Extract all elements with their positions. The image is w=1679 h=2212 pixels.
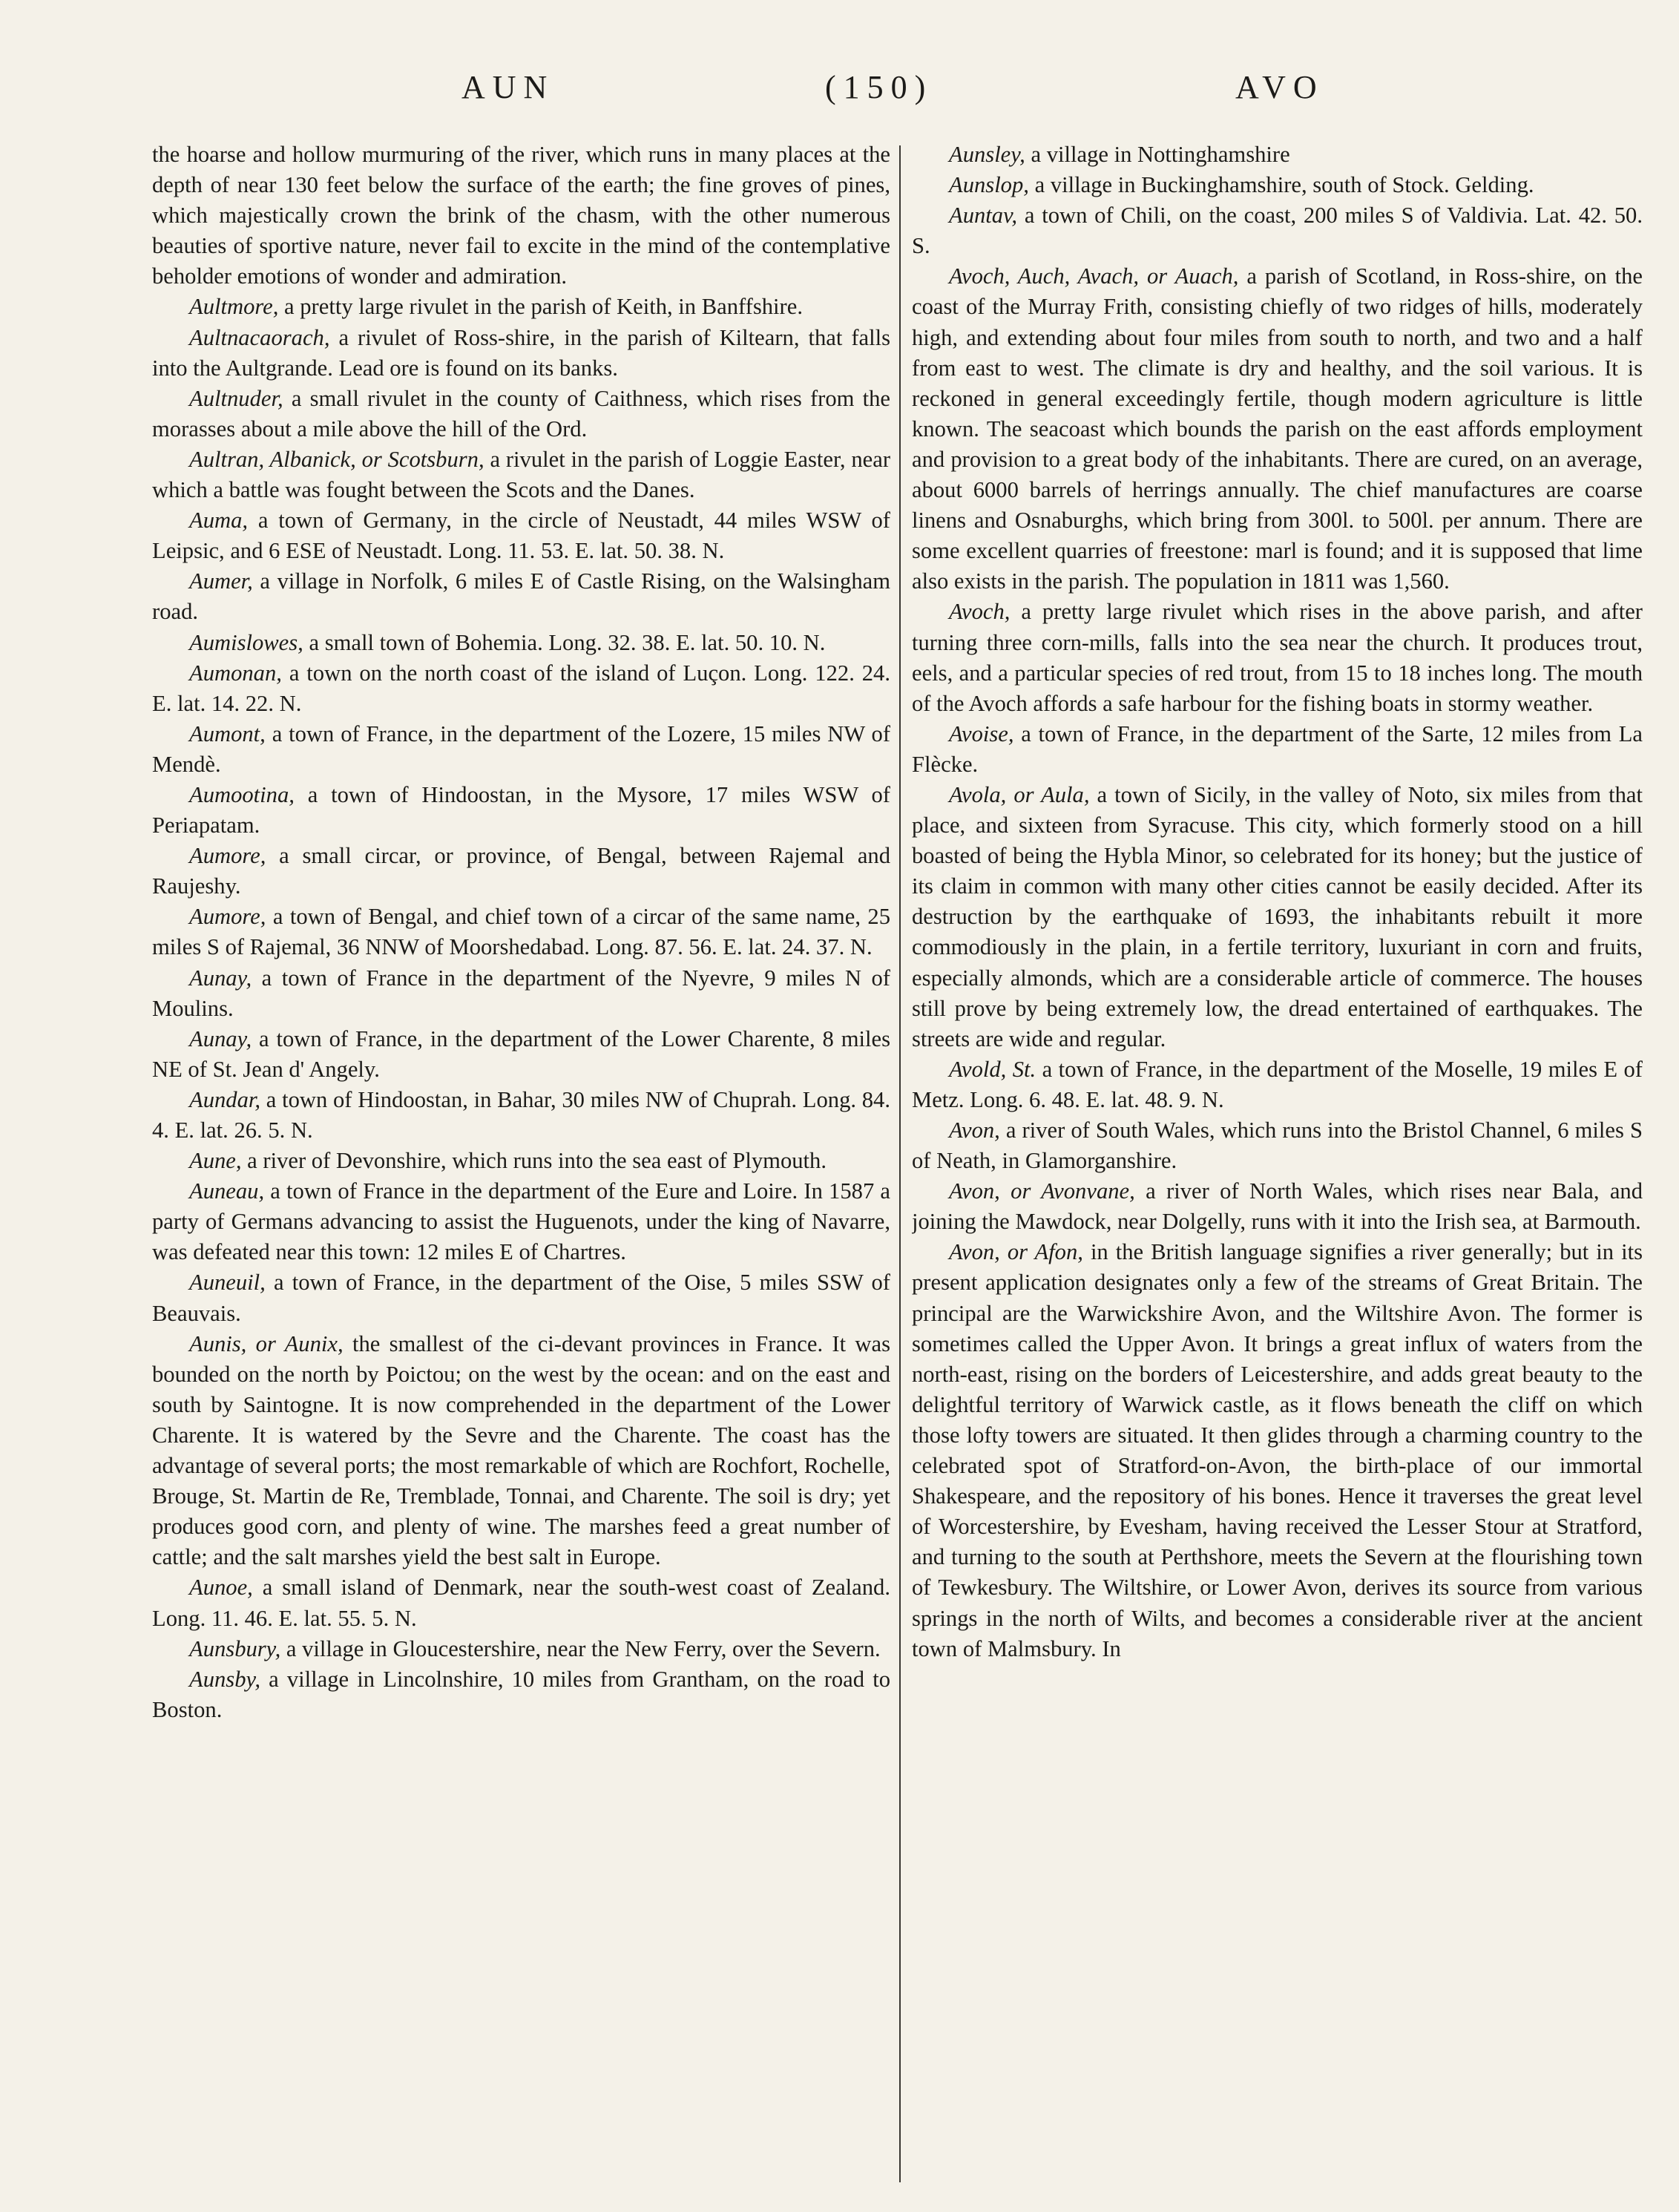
dictionary-entry	[152, 841, 890, 902]
entry-text: a town of France, in the department of the Lower Charente, 8 miles NE of St. Jean d' Angely.	[152, 1025, 890, 1082]
entry-text: a town of Bengal, and chief town of a circar of the same name, 25 miles S of Rajemal, 36 NNW of Moorshedabad. Long. 87. 56. E. lat. 24. 37. N.	[152, 904, 890, 960]
entry-text: a town of Sicily, in the valley of Noto, six miles from that place, and sixteen from Syracuse. This city, which formerly stood on a hill boasted of being the Hybla Minor, so celebrated for its honey; but the justice of its claim in common with many other cities cannot be easily decided. After its destruction by the earthquake of 1693, the inhabitants rebuilt it more commodiously in the plain, in a fertile territory, luxuriant in corn and fruits, especially almonds, which are a considerable article of commerce. The houses still prove by being extremely low, the dread entertained of earthquakes. The streets are wide and regular.	[912, 781, 1643, 1051]
dictionary-entry	[912, 719, 1643, 780]
entry-headword: Aumer,	[189, 568, 253, 594]
entry-headword: Auntav,	[949, 203, 1018, 229]
entry-headword: Aundar,	[189, 1086, 261, 1112]
entry-text: a town of France in the department of the Eure and Loire. In 1587 a party of Germans advancing to assist the Huguenots, under the king of Navarre, was defeated near this town: 12 miles E of Chartres.	[152, 1178, 890, 1265]
dictionary-entry	[152, 1572, 890, 1633]
dictionary-entry	[152, 1664, 890, 1725]
right-column	[912, 140, 1643, 2188]
dictionary-entry	[152, 1267, 890, 1328]
entry-headword: Avon, or Avonvane,	[949, 1178, 1135, 1204]
entry-headword: Aumore,	[189, 904, 266, 930]
header-right-guideword: AVO	[1235, 69, 1324, 105]
entry-headword: Auneau,	[189, 1178, 265, 1204]
dictionary-entry	[152, 963, 890, 1024]
entry-headword: Auma,	[189, 508, 249, 534]
dictionary-entry	[152, 140, 890, 292]
dictionary-entry	[152, 323, 890, 384]
left-column	[152, 140, 890, 2188]
entry-text: a river of North Wales, which rises near Bala, and joining the Mawdock, near Dolgelly, runs with it into the Irish sea, at Barmouth.	[912, 1178, 1643, 1235]
entry-text: a small town of Bohemia. Long. 32. 38. E. lat. 50. 10. N.	[309, 629, 826, 655]
entry-headword: Avola, or Aula,	[949, 781, 1090, 807]
entry-text: a parish of Scotland, in Ross-shire, on the coast of the Murray Frith, consisting chiefly of two ridges of hills, moderately high, and extending about four miles from south to north, and two and a half from east to west. The climate is dry and healthy, and the soil various. It is reckoned in general exceedingly fertile, though modern agriculture is little known. The seacoast which bounds the parish on the east affords employment and provision to a great body of the inhabitants. There are cured, on an average, about 6000 barrels of herrings annually. The chief manufactures are coarse linens and Osnaburghs, which bring from 300l. to 500l. per annum. There are some excellent quarries of freestone: marl is found; and it is supposed that lime also exists in the parish. The population in 1811 was 1,560.	[912, 263, 1643, 594]
entry-text: a small island of Denmark, near the south-west coast of Zealand. Long. 11. 46. E. lat. 55. 5. N.	[152, 1575, 890, 1631]
entry-headword: Aunsbury,	[189, 1635, 281, 1661]
entry-text: a small rivulet in the county of Caithness, which rises from the morasses about a mile above the hill of the Ord.	[152, 385, 890, 442]
dictionary-entry	[152, 384, 890, 444]
entry-headword: Aunsley,	[949, 142, 1025, 167]
entry-text: a town of Germany, in the circle of Neustadt, 44 miles WSW of Leipsic, and 6 ESE of Neustadt. Long. 11. 53. E. lat. 50. 38. N.	[152, 508, 890, 564]
entry-headword: Aumislowes,	[189, 629, 303, 655]
entry-text: the smallest of the ci-devant provinces in France. It was bounded on the north by Poictou; on the west by the ocean: and on the east and south by Saintogne. It is now comprehended in the department of the Lower Charente. It is watered by the Sevre and the Charente. The coast has the advantage of several ports; the most remarkable of which are Rochfort, Rochelle, Brouge, St. Martin de Re, Tremblade, Tonnai, and Charente. The soil is dry; yet produces good corn, and plenty of wine. The marshes feed a great number of cattle; and the salt marshes yield the best salt in Europe.	[152, 1330, 890, 1570]
dictionary-entry	[912, 1054, 1643, 1115]
entry-text: a town of Hindoostan, in Bahar, 30 miles NW of Chuprah. Long. 84. 4. E. lat. 26. 5. N.	[152, 1086, 890, 1143]
dictionary-entry	[152, 719, 890, 780]
dictionary-entry	[152, 505, 890, 566]
entry-text: a village in Buckinghamshire, south of Stock. Gelding.	[1034, 172, 1534, 198]
entry-headword: Avoch,	[949, 599, 1011, 625]
header-left-guideword: AUN	[461, 69, 555, 105]
dictionary-entry	[152, 1024, 890, 1085]
dictionary-entry	[912, 170, 1643, 200]
entry-headword: Aunslop,	[949, 172, 1029, 198]
entry-headword: Avoise,	[949, 721, 1014, 746]
entry-text: a town of France, in the department of the Oise, 5 miles SSW of Beauvais.	[152, 1270, 890, 1326]
entry-headword: Aunoe,	[189, 1575, 253, 1601]
entry-headword: Avon, or Afon,	[949, 1239, 1083, 1265]
dictionary-entry	[912, 1176, 1643, 1237]
entry-text: in the British language signifies a river generally; but in its present application designates only a few of the streams of Great Britain. The principal are the Warwickshire Avon, and the Wiltshire Avon. The former is sometimes called the Upper Avon. It brings a great influx of waters from the north-east, rising on the borders of Leicestershire, and adds great beauty to the delightful territory of Warwick castle, as it flows beneath the cliff on which those lofty towers are situated. It then glides through a charming country to the celebrated spot of Stratford-on-Avon, the birth-place of our immortal Shakespeare, and the repository of his bones. Hence it traverses the great level of Worcestershire, by Evesham, having received the Lesser Stour at Stratford, and turning to the south at Perthshore, meets the Severn at the flourishing town of Tewkesbury. The Wiltshire, or Lower Avon, derives its source from various springs in the north of Wilts, and becomes a considerable river at the ancient town of Malmsbury. In	[912, 1239, 1643, 1661]
entry-text: the hoarse and hollow murmuring of the river, which runs in many places at the depth of near 130 feet below the surface of the earth; the fine groves of pines, which majestically crown the brink of the chasm, with the other numerous beauties of sportive nature, never fail to excite in the mind of the contemplative beholder emotions of wonder and admiration.	[152, 142, 890, 289]
dictionary-entry	[152, 1146, 890, 1176]
entry-headword: Aumont,	[189, 721, 266, 746]
entry-text: a town on the north coast of the island of Luçon. Long. 122. 24. E. lat. 14. 22. N.	[152, 660, 890, 716]
dictionary-entry	[152, 1634, 890, 1664]
dictionary-entry	[912, 780, 1643, 1054]
entry-headword: Avoch, Auch, Avach, or Auach,	[949, 263, 1239, 289]
entry-headword: Aumore,	[189, 843, 266, 869]
entry-text: a town of Chili, on the coast, 200 miles S of Valdivia. Lat. 42. 50. S.	[912, 203, 1643, 259]
entry-headword: Aultmore,	[189, 294, 279, 320]
dictionary-entry	[152, 292, 890, 322]
entry-text: a town of France, in the department of the Moselle, 19 miles E of Metz. Long. 6. 48. E. lat. 48. 9. N.	[912, 1056, 1643, 1112]
dictionary-entry	[152, 780, 890, 841]
dictionary-entry	[152, 1176, 890, 1267]
entry-text: a rivulet in the parish of Loggie Easter, near which a battle was fought between the Scots and the Danes.	[152, 446, 890, 503]
dictionary-entry	[912, 140, 1643, 170]
dictionary-entry	[152, 628, 890, 658]
dictionary-entry	[912, 200, 1643, 261]
dictionary-entry	[152, 902, 890, 962]
dictionary-entry	[912, 1237, 1643, 1664]
entry-text: a town of France, in the department of the Lozere, 15 miles NW of Mendè.	[152, 721, 890, 777]
entry-text: a small circar, or province, of Bengal, between Rajemal and Raujeshy.	[152, 843, 890, 899]
dictionary-entry	[152, 444, 890, 505]
entry-headword: Aumootina,	[189, 781, 295, 807]
entry-headword: Aunsby,	[189, 1666, 261, 1692]
entry-text: a village in Lincolnshire, 10 miles from Grantham, on the road to Boston.	[152, 1666, 890, 1722]
entry-text: a town of France in the department of the Nyevre, 9 miles N of Moulins.	[152, 965, 890, 1021]
entry-headword: Aunay,	[189, 965, 252, 991]
running-header	[0, 68, 1679, 113]
entry-headword: Aunay,	[189, 1025, 252, 1051]
entry-text: a pretty large rivulet in the parish of Keith, in Banffshire.	[284, 294, 803, 320]
entry-text: a rivulet of Ross-shire, in the parish of Kiltearn, that falls into the Aultgrande. Lead ore is found on its banks.	[152, 324, 890, 381]
dictionary-entry	[152, 1329, 890, 1573]
entry-headword: Aunis, or Aunix,	[189, 1330, 344, 1356]
entry-headword: Auneuil,	[189, 1270, 266, 1296]
dictionary-entry	[152, 1085, 890, 1146]
entry-headword: Aumonan,	[189, 660, 282, 686]
entry-headword: Avold, St.	[949, 1056, 1036, 1082]
entry-text: a village in Nottinghamshire	[1031, 142, 1290, 167]
entry-headword: Aune,	[189, 1148, 242, 1174]
entry-text: a town of France, in the department of the Sarte, 12 miles from La Flècke.	[912, 721, 1643, 777]
dictionary-entry	[912, 597, 1643, 718]
dictionary-entry	[152, 658, 890, 719]
dictionary-entry	[912, 1115, 1643, 1176]
entry-text: a town of Hindoostan, in the Mysore, 17 miles WSW of Periapatam.	[152, 781, 890, 838]
entry-text: a village in Norfolk, 6 miles E of Castle Rising, on the Walsingham road.	[152, 568, 890, 625]
entry-headword: Aultnacaorach,	[189, 324, 330, 350]
entry-headword: Aultran, Albanick, or Scotsburn,	[189, 446, 484, 472]
entry-text: a village in Gloucestershire, near the New Ferry, over the Severn.	[286, 1635, 881, 1661]
entry-text: a river of Devonshire, which runs into the sea east of Plymouth.	[247, 1148, 827, 1174]
column-divider	[899, 145, 901, 2182]
entry-headword: Aultnuder,	[189, 385, 283, 411]
entry-text: a river of South Wales, which runs into the Bristol Channel, 6 miles S of Neath, in Glamorganshire.	[912, 1118, 1643, 1174]
dictionary-entry	[912, 261, 1643, 597]
dictionary-entry	[152, 566, 890, 627]
entry-headword: Avon,	[949, 1118, 1000, 1143]
entry-text: a pretty large rivulet which rises in the above parish, and after turning three corn-mills, falls into the sea near the church. It produces trout, eels, and a particular species of red trout, from 15 to 18 inches long. The mouth of the Avoch affords a safe harbour for the fishing boats in stormy weather.	[912, 599, 1643, 716]
page-number: (150)	[825, 69, 933, 105]
